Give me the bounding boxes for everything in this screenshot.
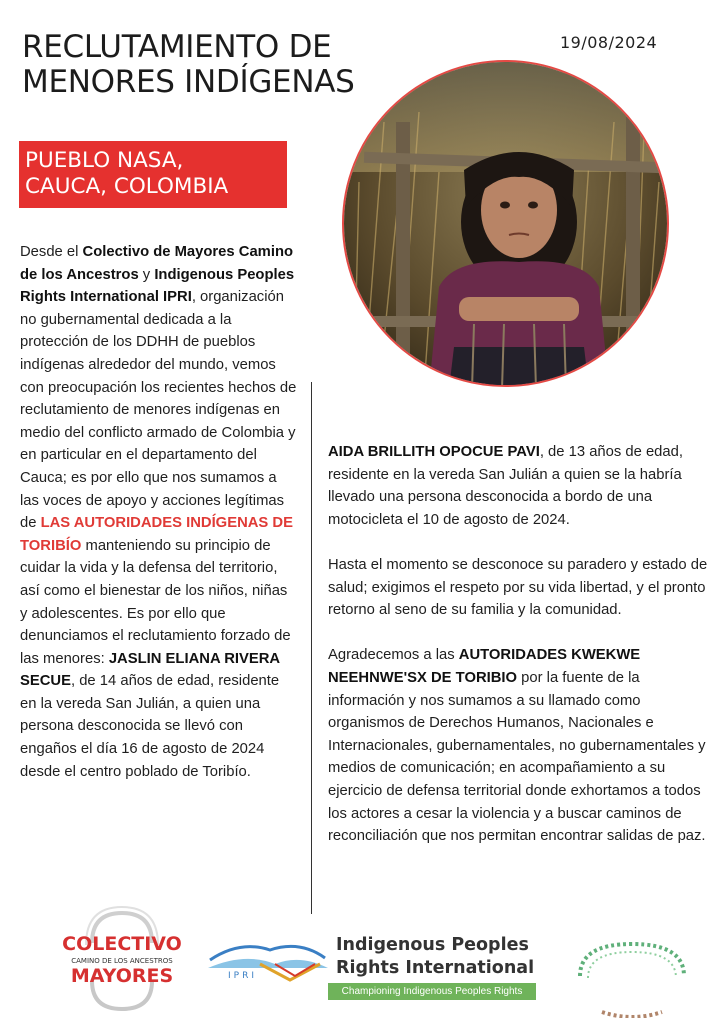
- camino-ancestros-word: CAMINO DE LOS ANCESTROS: [71, 957, 173, 965]
- right-column-text: [328, 441, 710, 870]
- title-line-1: RECLUTAMIENTO DE: [22, 29, 332, 65]
- minor-name-jaslin: JASLIN ELIANA RIVERA SECUE: [20, 650, 280, 690]
- decorative-pattern: [572, 938, 692, 1018]
- paragraph-aida: [328, 441, 710, 531]
- minor-name-aida: AIDA BRILLITH OPOCUE PAVI: [328, 444, 540, 460]
- location-line-1: PUEBLO NASA,: [25, 148, 184, 173]
- colectivo-name: Colectivo de Mayores Camino de los Ancestros: [20, 244, 294, 283]
- decorative-circle-graphic: [572, 938, 692, 1018]
- text-segment: , de 14 años de edad, residente en la vereda San Julián, a quien una persona desconocida se llevó con engaños el día 16 de agosto de 2024 desde el centro poblado de Toribío.: [20, 673, 280, 780]
- paragraph-demand: Hasta el momento se desconoce su paradero y estado de salud; exigimos el respeto por su vida libertad, y el pronto retorno al seno de su familia y la comunidad.: [328, 556, 708, 619]
- title-line-2: MENORES INDÍGENAS: [22, 64, 355, 100]
- kwekwe-authorities: AUTORIDADES KWEKWE NEEHNWE'SX DE TORIBIO: [328, 647, 641, 686]
- text-segment: por la fuente de la información y nos sumamos a su llamado como organismos de Derechos Humanos, Nacionales e Internacionales, gubernamentales, no gubernamentales y medios de comunicación; en acompañamiento a su ejercicio de defensa territorial donde exhortamos a todos los actores a cesar la violencia y a buscar caminos de reconciliación que nos permitan encontrar salidas de paz.: [328, 669, 706, 845]
- toribio-authorities: LAS AUTORIDADES INDÍGENAS DE TORIBÍO: [20, 515, 293, 554]
- text-segment: Agradecemos a las: [328, 647, 459, 664]
- ipri-emblem: [200, 930, 330, 990]
- text-segment: , de 13 años de edad, residente en la vereda San Julián a quien se la habría llevado una persona desconocida a bordo de una motocicleta el 10 de agosto de 2024.: [328, 444, 683, 528]
- text-segment: , organización no gubernamental dedicada a la protección de los DDHH de pueblos indígenas alrededor del mundo, vemos con preocupación los recientes hechos de reclutamiento de menores indígenas en medio del conflicto armado de Colombia y en particular en el departamento del Cauca; es por ello que nos sumamos a las voces de apoyo y acciones legítimas de: [20, 289, 297, 532]
- ipri-title: [336, 934, 534, 980]
- child-photo-illustration: [344, 62, 669, 387]
- ipri-abbreviation: IPRI: [228, 971, 257, 981]
- ipri-tagline: Championing Indigenous Peoples Rights: [328, 983, 536, 1000]
- column-divider: [311, 382, 312, 914]
- page-title: [22, 30, 422, 100]
- publication-date: 19/08/2024: [560, 33, 658, 52]
- location-banner: [19, 141, 287, 208]
- child-photo: [342, 60, 669, 387]
- mayores-word: MAYORES: [70, 965, 174, 987]
- left-column-text: [20, 241, 298, 783]
- colectivo-logo-graphic: [62, 905, 182, 1015]
- ipri-title-line-1: Indigenous Peoples: [336, 935, 529, 955]
- intro-paragraph: [20, 241, 298, 783]
- ipri-logo: [200, 926, 550, 1004]
- colectivo-word: COLECTIVO: [62, 933, 182, 955]
- text-segment: Desde el: [20, 244, 83, 260]
- ipri-name: Indigenous Peoples Rights International IPRI: [20, 266, 295, 306]
- paragraph-thanks: [328, 644, 710, 847]
- ipri-title-line-2: Rights International: [336, 958, 535, 978]
- text-segment: y: [138, 266, 155, 283]
- location-line-2: CAUCA, COLOMBIA: [25, 174, 229, 199]
- colectivo-mayores-logo: [62, 905, 182, 1015]
- text-segment: manteniendo su principio de cuidar la vida y la defensa del territorio, así como el bienestar de los niños, niñas y adolescentes. Es por ello que denunciamos el reclutamiento forzado de las menores:: [20, 537, 291, 667]
